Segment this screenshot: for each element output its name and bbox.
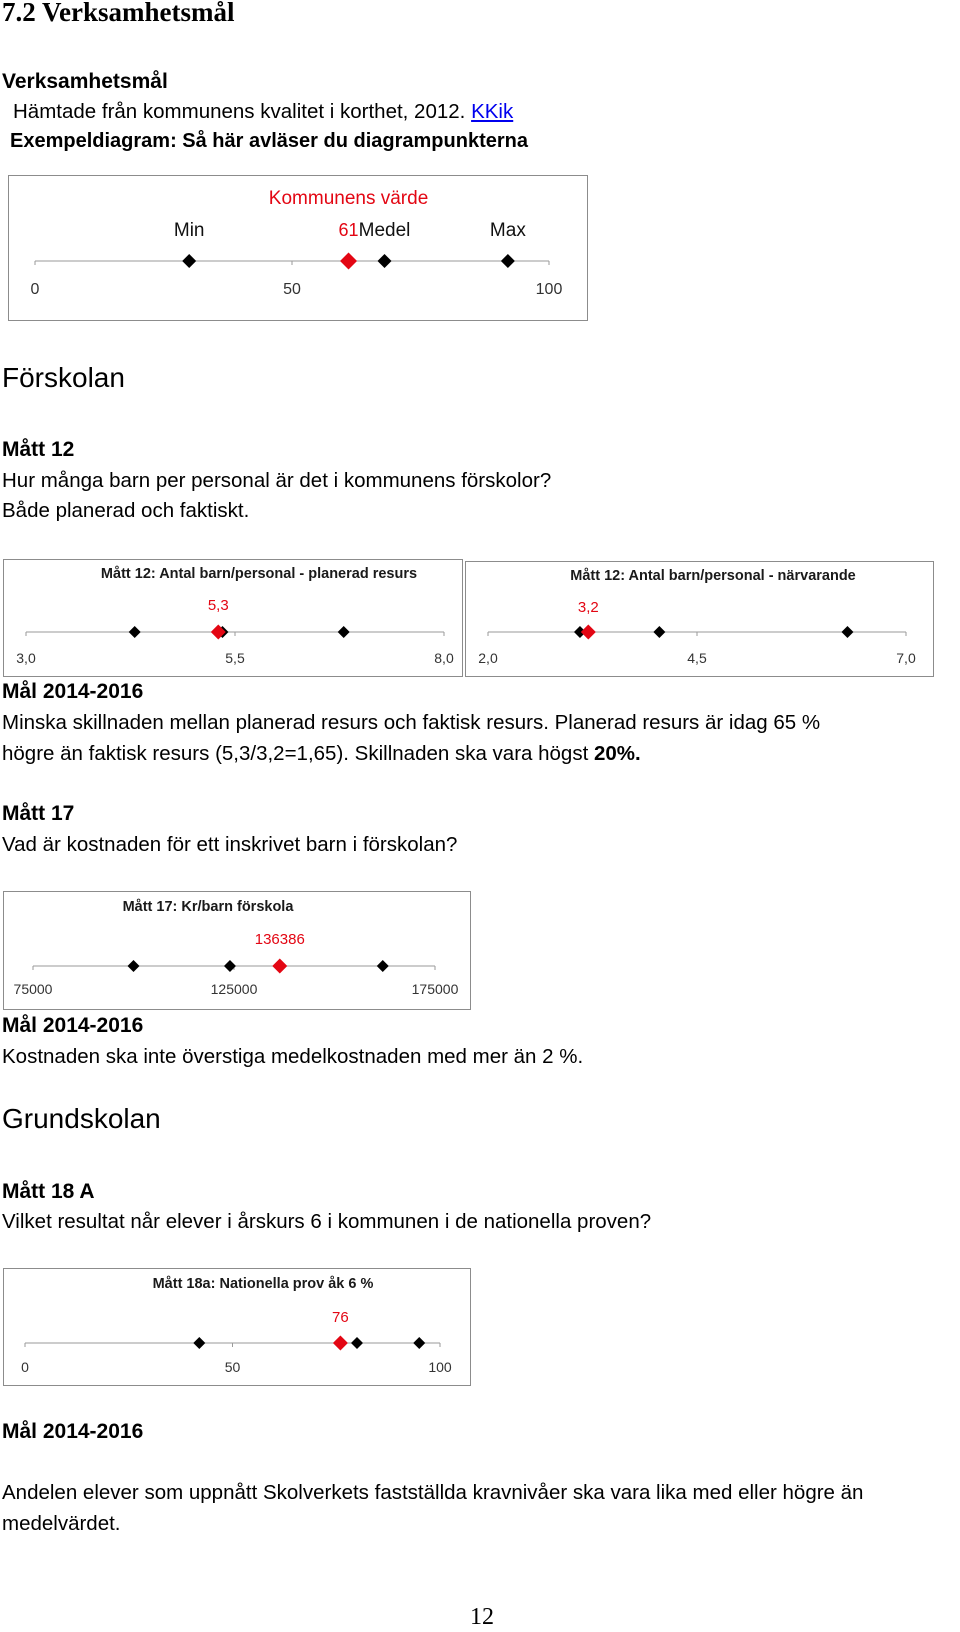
matt12-narvarande-svg <box>466 562 935 678</box>
matt12-narvarande-chart <box>465 561 934 677</box>
data-point <box>841 626 853 638</box>
data-point <box>182 254 196 268</box>
chart-tick-label: 100 <box>535 281 563 298</box>
data-point <box>351 1337 363 1349</box>
matt17-svg <box>4 892 472 1011</box>
intro-source <box>13 100 513 124</box>
matt12-goal-line2 <box>2 742 641 766</box>
chart-title: Mått 12: Antal barn/personal - planerad resurs <box>100 566 418 582</box>
chart-title: Mått 18a: Nationella prov åk 6 % <box>152 1276 374 1292</box>
matt17-question: Vad är kostnaden för ett inskrivet barn i förskolan? <box>2 833 458 856</box>
matt12-question-line1: Hur många barn per personal är det i kommunens förskolor? <box>2 469 552 492</box>
kkik-link[interactable]: KKik <box>471 100 514 123</box>
data-point <box>224 960 236 972</box>
chart-tick-label: 0 <box>30 281 40 298</box>
data-point <box>378 254 392 268</box>
matt12-title: Mått 12 <box>2 438 75 461</box>
highlight-point <box>211 625 226 640</box>
example-title: Exempeldiagram: Så här avläser du diagrampunkterna <box>10 130 528 152</box>
matt17-goal-text: Kostnaden ska inte överstiga medelkostnaden med mer än 2 %. <box>2 1045 584 1068</box>
data-point <box>377 960 389 972</box>
highlight-value-label: 3,2 <box>577 599 599 616</box>
matt12-goal-percent: 20%. <box>593 742 641 765</box>
chart-tick-label: 0 <box>21 1359 29 1375</box>
point-label: Medel <box>358 220 411 241</box>
chart-tick-label: 2,0 <box>478 650 498 666</box>
matt17-goal-title: Mål 2014-2016 <box>2 1014 144 1037</box>
intro-source-text: Hämtade från kommunens kvalitet i korthet, 2012. <box>13 100 466 123</box>
data-point <box>129 626 141 638</box>
forskolan-heading: Förskolan <box>2 362 125 393</box>
matt17-chart <box>3 891 471 1010</box>
chart-tick-label: 50 <box>224 1359 241 1375</box>
chart-tick-label: 75000 <box>13 981 53 997</box>
highlight-point <box>333 1336 348 1351</box>
matt12-question-line2: Både planerad och faktiskt. <box>2 499 250 522</box>
example-chart <box>8 175 588 321</box>
highlight-point <box>272 959 287 974</box>
chart-title: Mått 12: Antal barn/personal - närvarande <box>570 568 856 584</box>
chart-tick-label: 4,5 <box>687 650 707 666</box>
data-point <box>128 960 140 972</box>
data-point <box>413 1337 425 1349</box>
matt18a-goal-title: Mål 2014-2016 <box>2 1420 144 1443</box>
matt17-title: Mått 17 <box>2 802 75 825</box>
highlight-point <box>340 253 357 270</box>
matt18a-chart <box>3 1268 471 1386</box>
highlight-point-label: Kommunens värde <box>268 188 429 209</box>
matt18a-goal-line2: medelvärdet. <box>2 1512 121 1535</box>
highlight-point <box>581 625 596 640</box>
matt12-goal-line1: Minska skillnaden mellan planerad resurs och faktisk resurs. Planerad resurs är idag 65 % <box>2 711 821 734</box>
matt18a-svg <box>4 1269 472 1387</box>
chart-tick-label: 175000 <box>411 981 459 997</box>
page-number: 12 <box>470 1604 494 1630</box>
data-point <box>338 626 350 638</box>
matt18a-title: Mått 18 A <box>2 1180 95 1203</box>
matt12-planerad-svg <box>4 560 464 678</box>
data-point <box>501 254 515 268</box>
data-point <box>653 626 665 638</box>
matt18a-goal-line1: Andelen elever som uppnått Skolverkets fastställda kravnivåer ska vara lika med eller högre än <box>2 1481 864 1504</box>
intro-title: Verksamhetsmål <box>2 70 168 93</box>
chart-tick-label: 7,0 <box>896 650 916 666</box>
section-heading: 7.2 Verksamhetsmål <box>2 0 235 27</box>
matt12-goal-title: Mål 2014-2016 <box>2 680 144 703</box>
highlight-value-label: 5,3 <box>207 597 229 614</box>
chart-tick-label: 3,0 <box>16 650 36 666</box>
chart-tick-label: 100 <box>428 1359 452 1375</box>
chart-tick-label: 5,5 <box>225 650 245 666</box>
grundskolan-heading: Grundskolan <box>2 1103 161 1134</box>
matt18a-question: Vilket resultat når elever i årskurs 6 i kommunen i de nationella proven? <box>2 1210 652 1233</box>
matt12-planerad-chart <box>3 559 463 677</box>
chart-tick-label: 8,0 <box>434 650 454 666</box>
matt12-goal-line2-text: högre än faktisk resurs (5,3/3,2=1,65). Skillnaden ska vara högst <box>2 742 594 765</box>
chart-tick-label: 50 <box>283 281 301 298</box>
chart-tick-label: 125000 <box>210 981 258 997</box>
point-label: Max <box>489 220 526 241</box>
highlight-value-label: 61 <box>338 220 359 240</box>
point-label: Min <box>173 220 205 241</box>
highlight-value-label: 76 <box>332 1309 349 1326</box>
example-chart-svg <box>9 176 589 322</box>
data-point <box>193 1337 205 1349</box>
chart-title: Mått 17: Kr/barn förskola <box>122 899 294 915</box>
highlight-value-label: 136386 <box>254 931 305 948</box>
